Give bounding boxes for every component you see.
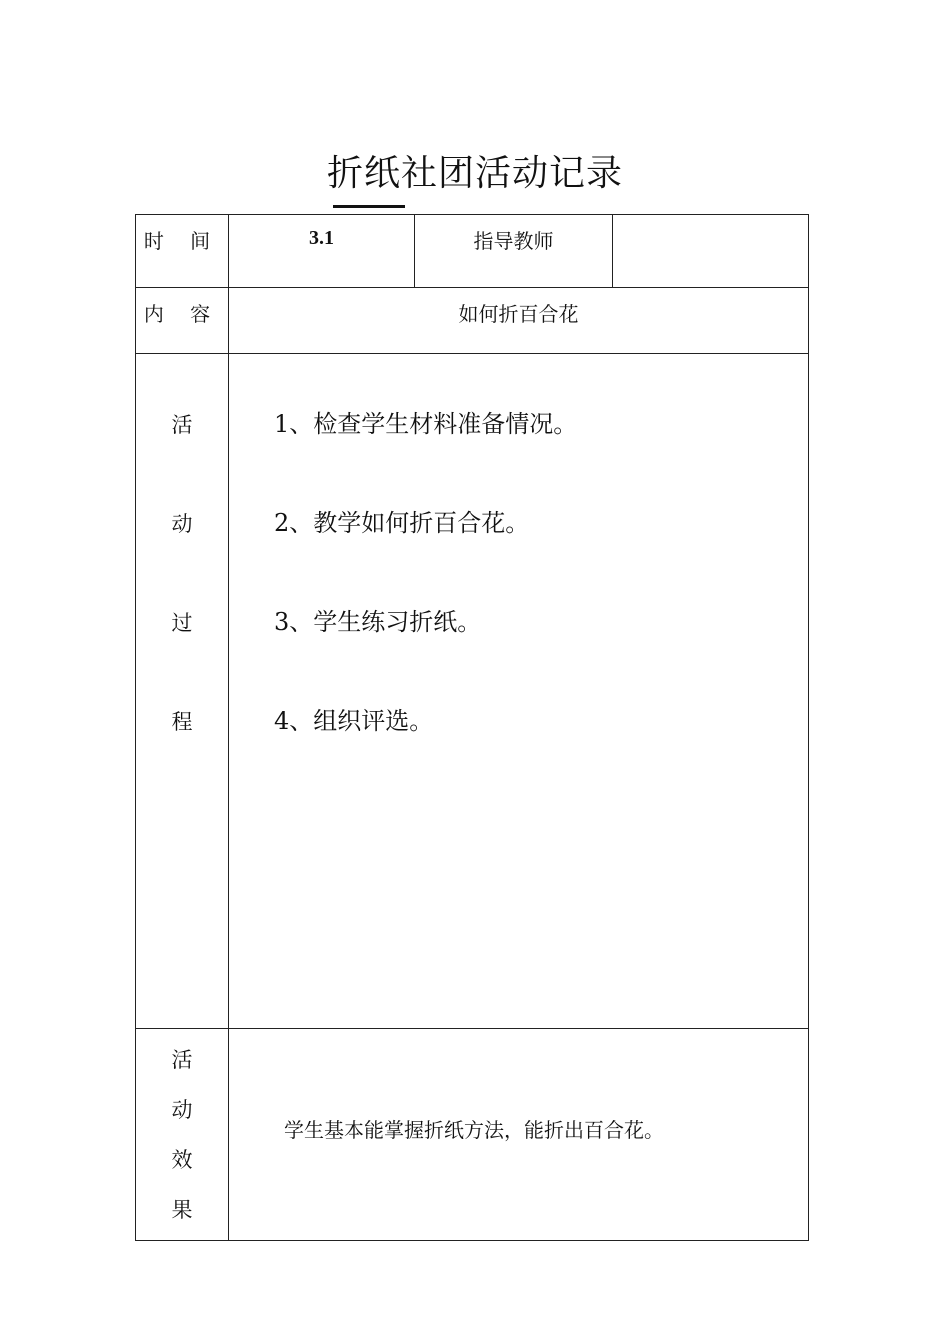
effect-label-char: 效 bbox=[171, 1147, 193, 1172]
effect-text: 学生基本能掌握折纸方法，能折出百合花。 bbox=[229, 1029, 809, 1241]
process-label-char: 活 bbox=[171, 413, 193, 437]
process-step: 3、学生练习折纸。 bbox=[274, 608, 482, 636]
effect-label bbox=[136, 1029, 229, 1241]
process-label-char: 动 bbox=[171, 512, 193, 536]
effect-label-char: 活 bbox=[171, 1047, 193, 1072]
process-label bbox=[136, 354, 229, 1029]
content-row bbox=[136, 288, 809, 354]
topic-value: 如何折百合花 bbox=[229, 288, 809, 354]
process-step: 4、组织评选。 bbox=[274, 707, 434, 735]
process-label-char: 程 bbox=[171, 710, 193, 734]
date-value: 3.1 bbox=[229, 215, 415, 288]
activity-record-table bbox=[135, 214, 809, 1241]
process-row bbox=[136, 354, 809, 1029]
process-step: 2、教学如何折百合花。 bbox=[274, 509, 530, 537]
time-row bbox=[136, 215, 809, 288]
process-steps bbox=[229, 354, 809, 1029]
process-label-char: 过 bbox=[171, 611, 193, 635]
content-label: 内 容 bbox=[136, 288, 229, 354]
teacher-name-value bbox=[613, 215, 809, 288]
teacher-label: 指导教师 bbox=[415, 215, 613, 288]
document-title: 折纸社团活动记录 bbox=[326, 153, 623, 194]
process-step: 1、检查学生材料准备情况。 bbox=[274, 410, 578, 438]
effect-label-char: 动 bbox=[171, 1097, 193, 1122]
time-label: 时 间 bbox=[136, 215, 229, 288]
effect-label-char: 果 bbox=[171, 1197, 193, 1222]
title-underline bbox=[333, 205, 405, 208]
effect-row bbox=[136, 1029, 809, 1241]
